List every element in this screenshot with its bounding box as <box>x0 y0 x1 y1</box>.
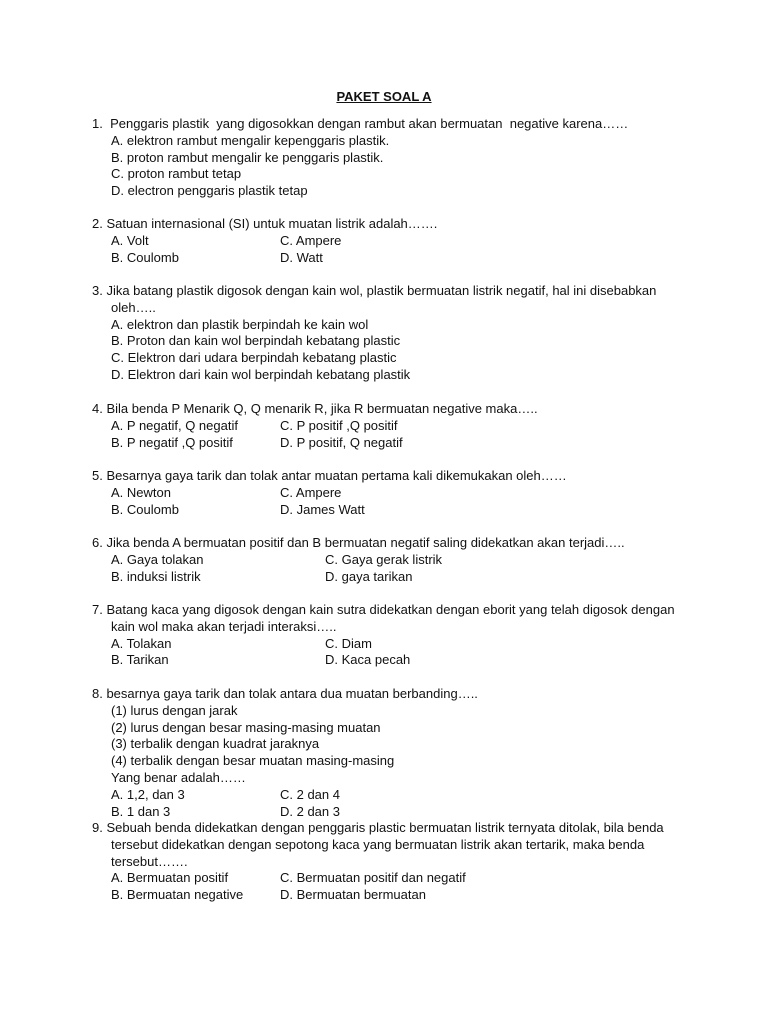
option-c: C. Elektron dari udara berpindah kebatang plastic <box>111 350 397 366</box>
question-4 <box>92 401 692 451</box>
options-row <box>92 250 692 267</box>
question-stem: 7. Batang kaca yang digosok dengan kain sutra didekatkan dengan eborit yang telah digosok dengan <box>92 602 675 617</box>
options-row <box>92 233 692 250</box>
question-1 <box>92 116 692 200</box>
statement-item: (4) terbalik dengan besar muatan masing-masing <box>111 753 395 769</box>
options-row <box>92 652 692 669</box>
options-row <box>92 485 692 502</box>
options-row <box>92 870 692 887</box>
option-c: C. Gaya gerak listrik <box>325 551 443 567</box>
question-stem: 4. Bila benda P Menarik Q, Q menarik R, jika R bermuatan negative maka….. <box>92 401 538 416</box>
option-c: C. Diam <box>325 635 372 651</box>
option-c: C. Ampere <box>280 232 342 248</box>
option-d: D. P positif, Q negatif <box>280 434 403 450</box>
question-stem: 8. besarnya gaya tarik dan tolak antara dua muatan berbanding….. <box>92 686 478 701</box>
option-a: A. Newton <box>111 484 171 500</box>
question-stem-continued: kain wol maka akan terjadi interaksi….. <box>111 618 337 634</box>
option-d: D. Bermuatan bermuatan <box>280 887 426 903</box>
option-a: A. Volt <box>111 232 149 248</box>
option-d: D. Elektron dari kain wol berpindah kebatang plastik <box>111 366 411 382</box>
option-a: A. Bermuatan positif <box>111 870 229 886</box>
question-stem-continued: tersebut……. <box>111 853 188 869</box>
question-stem: 2. Satuan internasional (SI) untuk muatan listrik adalah……. <box>92 216 438 231</box>
question-5 <box>92 468 692 518</box>
option-b: B. Bermuatan negative <box>111 887 244 903</box>
question-8 <box>92 686 692 820</box>
question-stem: 3. Jika batang plastik digosok dengan kain wol, plastik bermuatan listrik negatif, hal ini disebabkan <box>92 283 657 298</box>
option-a: A. elektron rambut mengalir kepenggaris plastik. <box>111 132 390 148</box>
statement-item: (3) terbalik dengan kuadrat jaraknya <box>111 736 320 752</box>
option-a: A. elektron dan plastik berpindah ke kain wol <box>111 316 369 332</box>
question-6 <box>92 535 692 585</box>
page-title: PAKET SOAL A <box>336 89 432 104</box>
option-c: C. Bermuatan positif dan negatif <box>280 870 466 886</box>
option-a: A. Tolakan <box>111 635 172 651</box>
option-b: B. Proton dan kain wol berpindah kebatang plastic <box>111 333 401 349</box>
options-row <box>92 569 692 586</box>
option-d: D. James Watt <box>280 501 365 517</box>
options-row <box>92 435 692 452</box>
option-d: D. Kaca pecah <box>325 652 411 668</box>
statement-item: (2) lurus dengan besar masing-masing muatan <box>111 719 381 735</box>
question-3 <box>92 283 692 384</box>
question-stem-continued: tersebut didekatkan dengan sepotong kaca yang bermuatan listrik akan tertarik, maka benda <box>111 836 645 852</box>
options-row <box>92 418 692 435</box>
option-d: D. electron penggaris plastik tetap <box>111 183 308 199</box>
question-2 <box>92 216 692 266</box>
options-row <box>92 887 692 904</box>
question-stem: 1. Penggaris plastik yang digosokkan dengan rambut akan bermuatan negative karena…… <box>92 116 629 131</box>
options-row <box>92 787 692 804</box>
question-stem-continued: oleh….. <box>111 299 156 315</box>
option-c: C. proton rambut tetap <box>111 166 242 182</box>
option-b: B. P negatif ,Q positif <box>111 434 233 450</box>
option-b: B. Tarikan <box>111 652 169 668</box>
option-b: B. induksi listrik <box>111 568 201 584</box>
options-row <box>92 636 692 653</box>
option-c: C. 2 dan 4 <box>280 786 340 802</box>
options-row <box>92 552 692 569</box>
option-a: A. P negatif, Q negatif <box>111 417 238 433</box>
option-b: B. proton rambut mengalir ke penggaris plastik. <box>111 149 384 165</box>
option-d: D. Watt <box>280 249 323 265</box>
option-d: D. 2 dan 3 <box>280 803 340 819</box>
option-b: B. 1 dan 3 <box>111 803 171 819</box>
option-a: A. Gaya tolakan <box>111 551 204 567</box>
question-7 <box>92 602 692 669</box>
question-stem: 5. Besarnya gaya tarik dan tolak antar muatan pertama kali dikemukakan oleh…… <box>92 468 567 483</box>
option-b: B. Coulomb <box>111 501 179 517</box>
statement-prompt: Yang benar adalah…… <box>111 769 246 785</box>
option-b: B. Coulomb <box>111 249 179 265</box>
option-c: C. P positif ,Q positif <box>280 417 398 433</box>
option-a: A. 1,2, dan 3 <box>111 786 185 802</box>
options-row <box>92 502 692 519</box>
option-d: D. gaya tarikan <box>325 568 413 584</box>
question-stem: 9. Sebuah benda didekatkan dengan penggaris plastic bermuatan listrik ternyata ditolak, bila benda <box>92 820 664 835</box>
option-c: C. Ampere <box>280 484 342 500</box>
question-stem: 6. Jika benda A bermuatan positif dan B bermuatan negatif saling didekatkan akan terjadi….. <box>92 535 625 550</box>
question-9 <box>92 820 692 904</box>
statement-item: (1) lurus dengan jarak <box>111 702 238 718</box>
options-row <box>92 804 692 821</box>
